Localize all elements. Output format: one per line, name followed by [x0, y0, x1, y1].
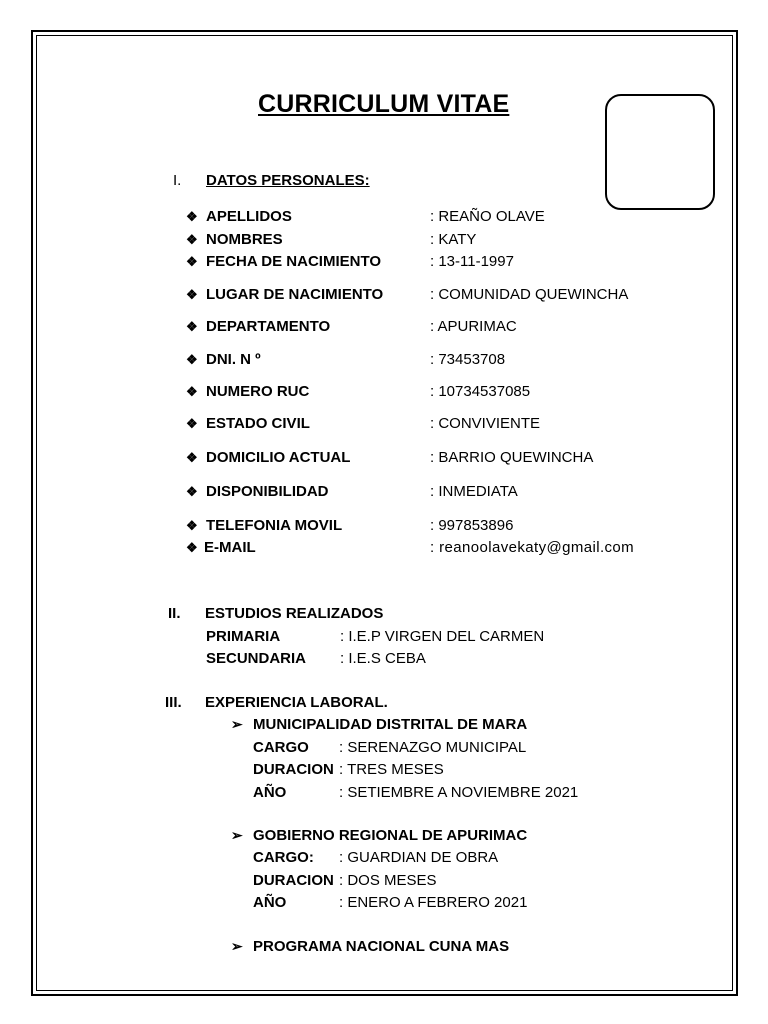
- list-item: [186, 483, 329, 500]
- field-label: DISPONIBILIDAD: [206, 483, 329, 500]
- diamond-bullet-icon: ❖: [186, 416, 198, 431]
- job-field-label: CARGO: [253, 739, 309, 756]
- field-value: : INMEDIATA: [430, 483, 518, 500]
- diamond-bullet-icon: ❖: [186, 450, 198, 465]
- diamond-bullet-icon: ❖: [186, 319, 198, 334]
- field-value: : CONVIVIENTE: [430, 415, 541, 432]
- education-value: : I.E.P VIRGEN DEL CARMEN: [340, 628, 545, 645]
- arrow-bullet-icon: ➢: [231, 827, 243, 843]
- education-value: : I.E.S CEBA: [340, 650, 426, 667]
- list-item: [186, 208, 292, 225]
- education-label: SECUNDARIA: [206, 650, 307, 667]
- list-item: [186, 231, 283, 248]
- photo-placeholder: [605, 94, 715, 210]
- diamond-bullet-icon: ❖: [186, 287, 198, 302]
- list-item: [186, 253, 381, 270]
- list-item: [186, 517, 342, 534]
- diamond-bullet-icon: ❖: [186, 209, 198, 224]
- diamond-bullet-icon: ❖: [186, 352, 198, 367]
- education-label: PRIMARIA: [206, 628, 281, 645]
- diamond-bullet-icon: ❖: [186, 232, 198, 247]
- field-value: : BARRIO QUEWINCHA: [430, 449, 594, 466]
- employer-name: GOBIERNO REGIONAL DE APURIMAC: [253, 827, 528, 844]
- job-field-value: : TRES MESES: [339, 761, 444, 778]
- list-item: [186, 383, 309, 400]
- job-field-value: : ENERO A FEBRERO 2021: [339, 894, 528, 911]
- diamond-bullet-icon: ❖: [186, 540, 198, 555]
- section-3-heading: EXPERIENCIA LABORAL.: [205, 694, 388, 711]
- arrow-bullet-icon: ➢: [231, 938, 243, 954]
- section-3-numeral: III.: [165, 694, 182, 711]
- arrow-bullet-icon: ➢: [231, 716, 243, 732]
- field-label: DOMICILIO ACTUAL: [206, 449, 351, 466]
- section-1-numeral: I.: [173, 172, 182, 189]
- job-employer: [231, 716, 527, 733]
- field-value: : 10734537085: [430, 383, 531, 400]
- field-label: E-MAIL: [204, 539, 256, 556]
- field-label: NOMBRES: [206, 231, 283, 248]
- job-employer: [231, 827, 527, 844]
- section-1-heading: DATOS PERSONALES:: [206, 172, 370, 189]
- job-field-label: DURACION: [253, 872, 334, 889]
- diamond-bullet-icon: ❖: [186, 484, 198, 499]
- job-employer: [231, 938, 509, 955]
- job-field-value: : DOS MESES: [339, 872, 437, 889]
- list-item: [186, 318, 330, 335]
- employer-name: MUNICIPALIDAD DISTRITAL DE MARA: [253, 716, 528, 733]
- job-field-value: : GUARDIAN DE OBRA: [339, 849, 499, 866]
- field-label: APELLIDOS: [206, 208, 292, 225]
- section-2-numeral: II.: [168, 605, 181, 622]
- list-item: [186, 539, 256, 556]
- field-label: TELEFONIA MOVIL: [206, 517, 343, 534]
- field-label: ESTADO CIVIL: [206, 415, 310, 432]
- field-value: : COMUNIDAD QUEWINCHA: [430, 286, 629, 303]
- field-label: DNI. N º: [206, 351, 261, 368]
- diamond-bullet-icon: ❖: [186, 254, 198, 269]
- field-value: : REAÑO OLAVE: [430, 208, 545, 225]
- list-item: [186, 449, 350, 466]
- field-value: : 13-11-1997: [430, 253, 514, 270]
- field-value: : APURIMAC: [430, 318, 517, 335]
- document-title: CURRICULUM VITAE: [258, 90, 510, 118]
- employer-name: PROGRAMA NACIONAL CUNA MAS: [253, 938, 510, 955]
- field-value: : KATY: [430, 231, 477, 248]
- job-field-label: DURACION: [253, 761, 334, 778]
- diamond-bullet-icon: ❖: [186, 518, 198, 533]
- list-item: [186, 351, 261, 368]
- section-2-heading: ESTUDIOS REALIZADOS: [205, 605, 384, 622]
- list-item: [186, 415, 310, 432]
- job-field-label: AÑO: [253, 894, 287, 911]
- job-field-value: : SETIEMBRE A NOVIEMBRE 2021: [339, 784, 579, 801]
- job-field-value: : SERENAZGO MUNICIPAL: [339, 739, 527, 756]
- job-field-label: AÑO: [253, 784, 287, 801]
- list-item: [186, 286, 383, 303]
- field-label: NUMERO RUC: [206, 383, 310, 400]
- diamond-bullet-icon: ❖: [186, 384, 198, 399]
- job-field-label: CARGO:: [253, 849, 314, 866]
- field-label: DEPARTAMENTO: [206, 318, 331, 335]
- field-label: FECHA DE NACIMIENTO: [206, 253, 382, 270]
- field-value: : reanoolavekaty@gmail.com: [430, 539, 635, 556]
- field-value: : 73453708: [430, 351, 506, 368]
- field-value: : 997853896: [430, 517, 514, 534]
- field-label: LUGAR DE NACIMIENTO: [206, 286, 384, 303]
